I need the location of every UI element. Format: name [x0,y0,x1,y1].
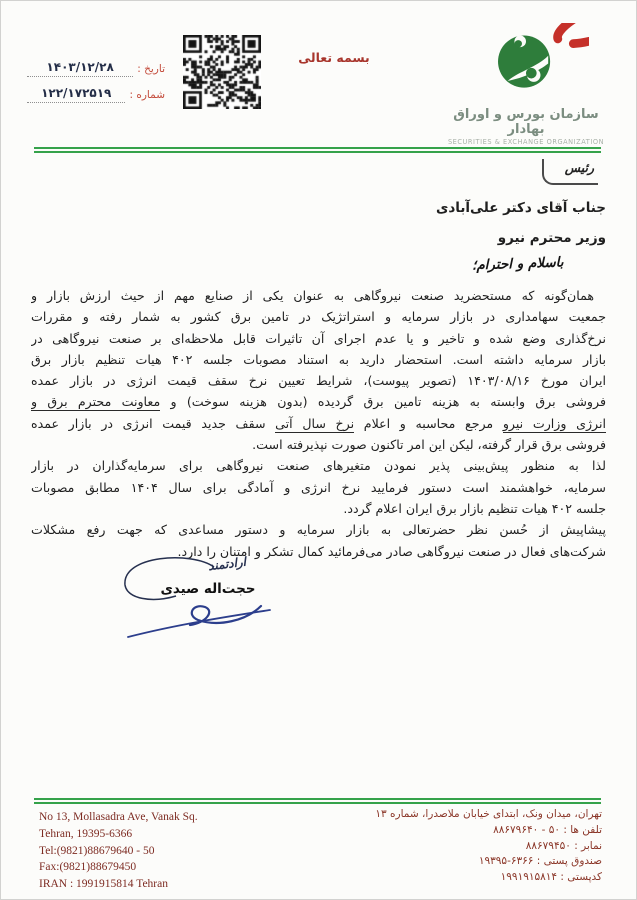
date-label: تاریخ : [137,63,165,75]
body-text-segment: سرمایه، خواهشمند است دستور فرمایید نرخ انرژی و آمادگی برای سال ۱۴۰۴ مطابق مصوبات [31,479,606,495]
org-logo-block [436,23,616,146]
body-line [31,370,606,391]
org-name-en: SECURITIES & EXCHANGE ORGANIZATION [447,138,605,146]
recipient-title: وزیر محترم نیرو [497,230,606,246]
seo-globe-ring-logo-icon [463,23,589,105]
footer-address-en [39,809,198,893]
footer-fa-line: صندوق پستی : ۶۳۶۶-۱۹۳۹۵ [478,855,602,868]
number-label: شماره : [129,89,165,101]
letter-body [31,285,606,562]
body-line [31,477,606,498]
body-text-segment: شرکت‌های فعال در صنعت نیروگاهی صادر می‌فرمائید کمال تشکر و امتنان را دارد. [177,543,606,559]
footer-fa-line: تهران، میدان ونک، ابتدای خیابان ملاصدرا، شماره ۱۳ [375,808,602,820]
footer-en-line: Fax:(9821)88679450 [39,861,137,874]
body-text-segment-underlined: نرخ سال آتی [275,415,355,431]
number-value: ۱۲۲/۱۷۲۵۱۹ [27,86,125,103]
footer-en-line: Tel:(9821)88679640 - 50 [39,844,155,857]
body-line [31,285,606,306]
body-text-segment-underlined: انرژی وزارت نیرو [502,415,606,431]
date-row [27,60,165,77]
signature-block [96,551,296,651]
body-line [31,349,606,370]
body-line [31,391,606,412]
qr-code [183,35,261,109]
footer-en-line: No 13, Mollasadra Ave, Vanak Sq. [39,811,198,823]
body-text-segment: ایران مورخ ۱۴۰۳/۰۸/۱۶ (تصویر پیوست)، شرایط تعیین نرخ سقف قیمت انرژی در بازار عمده [31,373,606,389]
recipient-name: جناب آقای دکتر علی‌آبادی [435,200,606,216]
header-divider [34,147,601,153]
date-value: ۱۴۰۳/۱۲/۲۸ [27,60,133,77]
number-row [27,86,165,103]
footer-fa-line: نمابر : ۸۸۶۷۹۴۵۰ [525,839,602,852]
office-tag-box [542,159,598,185]
body-text-segment: بازار سرمایه داشته است. استحضار دارید به استناد مصوبات جلسه ۴۰۲ هیات تنظیم بازار برق [31,351,606,367]
footer-en-line: IRAN : 1991915814 Tehran [39,878,168,891]
body-line [31,306,606,327]
body-line [31,498,606,519]
footer-fa-line: کدپستی : ۱۹۹۱۹۱۵۸۱۴ [500,871,602,884]
body-text-segment: فروشی برق قرار گرفته، لیکن این امر تاکنون صورت نپذیرفته است. [252,437,606,453]
office-tag-label: رئیس [564,160,594,175]
body-line [31,519,606,540]
body-text-segment: لذا به منظور پیش‌بینی پذیر نمودن متغیرهای صنعت نیروگاهی برای سرمایه‌گذاران در بازار [31,458,606,474]
footer-address-fa [375,807,602,886]
body-text-segment: پیشاپیش از حُسن نظر حضرتعالی به بازار سرمایه و دستور مساعدی که جهت رفع مشکلات [31,522,606,538]
body-text-segment: جلسه ۴۰۲ هیات تنظیم بازار برق ایران اعلام گردد. [343,500,606,516]
signer-name: حجت‌اله صیدی [160,581,256,597]
body-text-segment-underlined: معاونت محترم برق و [31,394,161,410]
recipient-block [436,200,606,260]
signature-scribble-icon [96,551,296,651]
bismillah-text: بسمه تعالی [298,50,370,65]
body-text-segment: نرخ‌گذاری وضع شده و تاخیر و یا عدم اجرای آن تاثیرات قابل ملاحظه‌ای بر صنعت نیروگاهی در [31,330,606,346]
body-line [31,434,606,455]
footer-fa-line: تلفن ها : ۵۰ - ۸۸۶۷۹۶۴۰ [493,823,602,836]
body-text-segment: همان‌گونه که مستحضرید صنعت نیروگاهی به عنوان یکی از صنایع مهم از حیث ارزش بازار و [31,288,594,303]
body-text-segment: جمعیت سهامداری در بازار سرمایه و استراتژیک در تامین برق کشور به شمار رفته و مقررات [31,309,606,325]
body-text-segment: فروشی برق وابسته به هزینه تامین برق گردیده (بدون هزینه سوخت) و [160,394,606,410]
body-line [31,413,606,434]
letter-meta [27,60,165,112]
body-text-segment: سقف جدید قیمت انرژی در بازار عمده [31,415,276,431]
footer-en-line: Tehran, 19395-6366 [39,827,133,840]
salutation-text: باسلام و احترام؛ [472,254,565,274]
body-line [31,328,606,349]
qr-code-canvas [183,35,261,109]
closing-handwritten: ارادتمند [207,554,247,574]
footer-divider [34,798,601,804]
org-name-fa: سازمان بورس و اوراق بهادار [453,107,599,137]
body-line [31,455,606,476]
body-text-segment: مرجع محاسبه و اعلام [354,415,503,431]
